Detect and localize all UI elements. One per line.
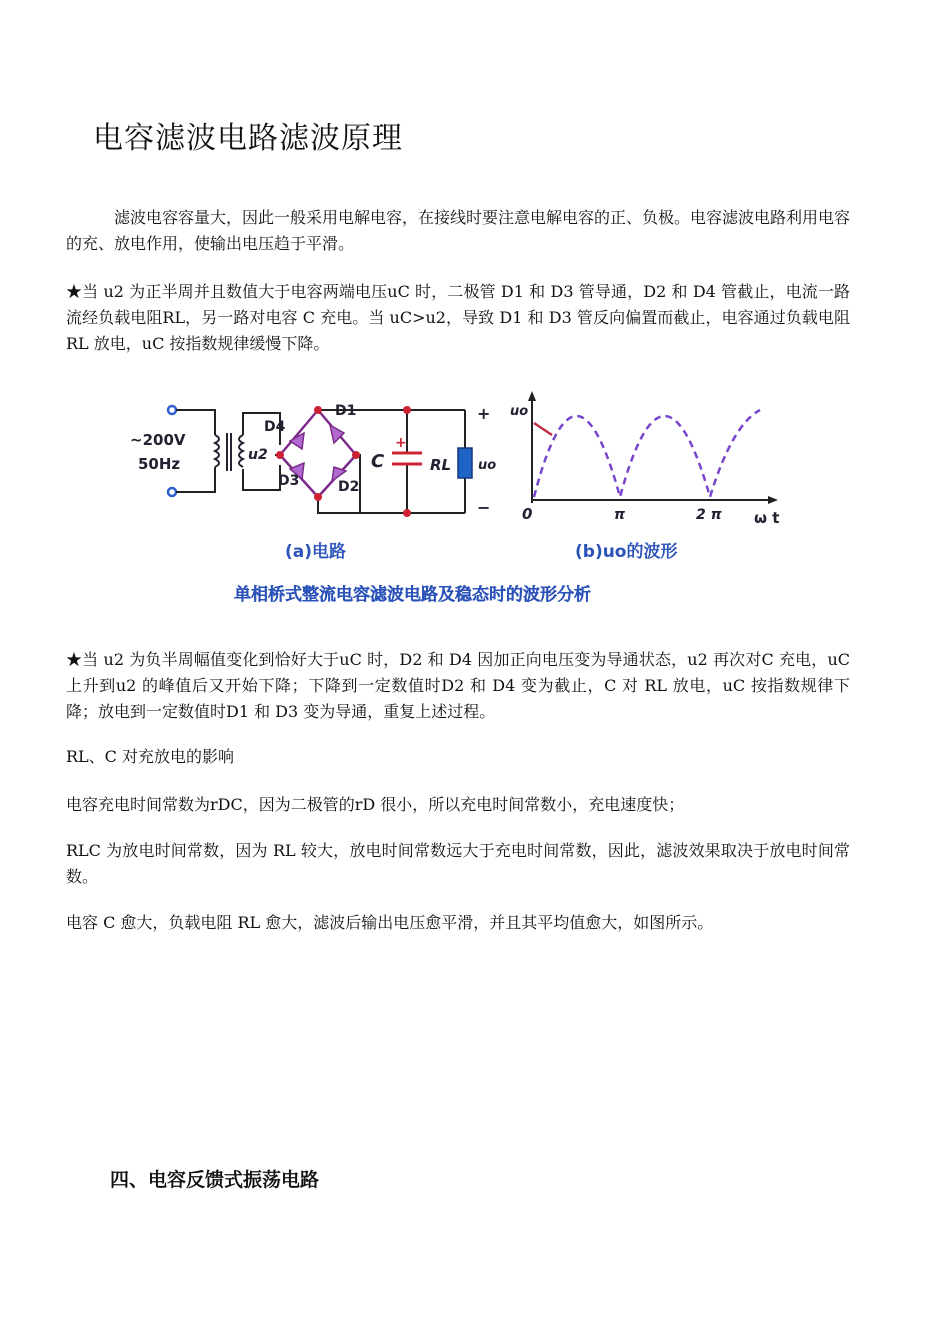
page-title: 电容滤波电路滤波原理: [93, 121, 403, 156]
figure-caption: 单相桥式整流电容滤波电路及稳态时的波形分析: [234, 585, 591, 605]
d1-label: D1: [335, 403, 357, 419]
caption-b: (b)uo的波形: [575, 542, 678, 562]
paragraph-charge-constant: 电容充电时间常数为rDC，因为二极管的rD 很小，所以充电时间常数小，充电速度快；: [66, 795, 685, 814]
circuit-nodes: [276, 406, 411, 517]
capacitor-label: C: [371, 451, 385, 472]
diode-d1-symbol: [330, 425, 344, 443]
bridge-rectifier-figure: [120, 385, 820, 615]
paragraph-intro: 滤波电容容量大，因此一般采用电解电容，在接线时要注意电解电容的正、负极。电容滤波电路利用电容的充、放电作用，使输出电压趋于平滑。: [66, 208, 851, 253]
section-heading: 四、电容反馈式振荡电路: [110, 1169, 320, 1191]
paragraph-negative-half: ★当 u2 为负半周幅值变化到恰好大于uC 时，D2 和 D4 因加正向电压变为导通状态，u2 再次对C 充电，uC 上升到u2 的峰值后又开始下降；下降到一定数值时D2 和 D4 变为截止，C 对 RL 放电，uC 按指数规律下降；放电到一定数值时D1 和 D3 变为导通，重复上述过程。: [66, 650, 850, 721]
wave-pi-label: π: [614, 507, 626, 523]
filtered-waveform: [534, 423, 552, 435]
rl-label: RL: [430, 456, 452, 474]
rectified-waveform: [534, 410, 760, 497]
input-terminal-bottom: [168, 488, 176, 496]
paragraph-rl-c-heading: RL、C 对充放电的影响: [66, 747, 235, 766]
secondary-wire-bottom: [243, 465, 280, 490]
wave-2pi-label: 2 π: [696, 507, 722, 523]
wave-x-arrow: [768, 496, 778, 504]
input-terminal-top: [168, 406, 176, 414]
paragraph-positive-half: ★当 u2 为正半周并且数值大于电容两端电压uC 时，二极管 D1 和 D3 管导通，D2 和 D4 管截止，电流一路流经负载电阻RL，另一路对电容 C 充电。当 uC>u2，导致 D1 和 D3 管反向偏置而截止，电容通过负载电阻RL 放电，uC 按指数规律缓慢下降。: [66, 282, 850, 353]
caption-a: (a)电路: [285, 542, 347, 562]
source-frequency-label: 50Hz: [138, 455, 181, 473]
wave-origin-label: 0: [522, 505, 533, 523]
paragraph-discharge-constant: RLC 为放电时间常数，因为 RL 较大，放电时间常数远大于充电时间常数，因此，滤波效果取决于放电时间常数。: [66, 841, 850, 886]
load-resistor: [458, 448, 472, 478]
paragraph-conclusion: 电容 C 愈大，负载电阻 RL 愈大，滤波后输出电压愈平滑，并且其平均值愈大，如图所示。: [66, 913, 714, 932]
transformer: [215, 433, 243, 471]
wave-axis-x-label: ω t: [754, 509, 780, 527]
uo-label: uo: [478, 458, 497, 473]
source-voltage-label: ~200V: [130, 431, 186, 449]
u2-label: u2: [248, 447, 268, 463]
d4-label: D4: [264, 419, 286, 435]
d3-label: D3: [278, 473, 300, 489]
wave-y-arrow: [528, 391, 536, 401]
wave-axis-y-label: uo: [510, 404, 529, 419]
output-minus: −: [477, 498, 491, 517]
output-plus: +: [477, 404, 491, 423]
output-wire-bottom: [318, 497, 465, 513]
d2-label: D2: [338, 479, 360, 495]
capacitor-polarity: +: [395, 435, 407, 451]
input-wire-bottom: [176, 467, 215, 492]
